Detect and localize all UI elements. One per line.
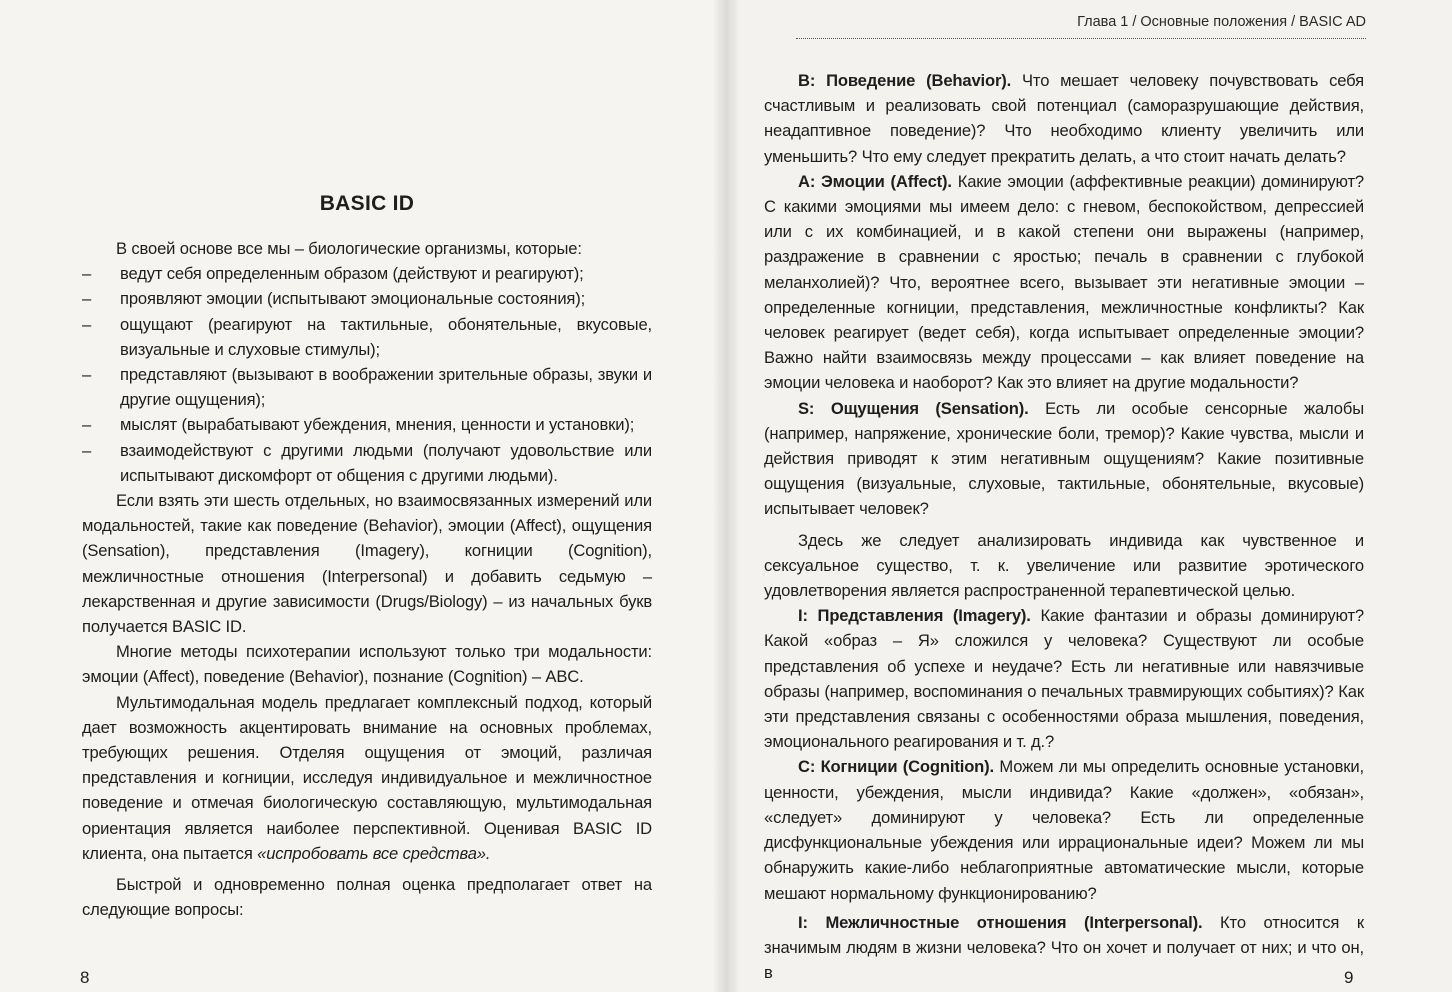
paragraph-abc: Многие методы психотерапии используют только три модальности: эмоции (Affect), поведение (Behavior), познание (Cognition) – ABC.: [82, 642, 652, 687]
dash-marker: –: [82, 415, 92, 435]
running-header: [1077, 14, 1366, 30]
dash-marker: –: [82, 365, 92, 385]
paragraph-multimodal: Мультимодальная модель предлагает комплексный подход, который дает возможность акцентировать внимание на основных проблемах, требующих решения. Отделяя ощущения от эмоций, различая представления и когниции, исследуя индивидуальное и межличностное поведение и отмечая биологическую составляющую, мультимодальная ориентация является наиболее перспективной. Оценивая BASIC ID клиента, она пытается «испробовать все средства».: [82, 692, 652, 863]
paragraph-behavior: B: Поведение (Behavior). Что мешает человеку почувствовать себя счастливым и реализовать свой потенциал (саморазрушающие действия, неадаптивное поведение)? Что необходимо клиенту увеличить или уменьшить? Что ему следует прекратить делать, а что стоит начать делать?: [764, 71, 1364, 166]
list-item: – ведут себя определенным образом (действуют и реагируют);: [82, 261, 652, 286]
paragraph-cognition: C: Когниции (Cognition). Можем ли мы определить основные установки, ценности, убеждения, мысли индивида? Какие «должен», «обязан», «следует» доминируют у человека? Есть ли определенные дисфункциональные убеждения или иррациональные идеи? Можем ли мы обнаружить какие-либо неблагоприятные автоматические мысли, которые мешают нормальному функционированию?: [764, 757, 1364, 903]
list-item: – проявляют эмоции (испытывают эмоциональные состояния);: [82, 286, 652, 311]
header-subsection: BASIC AD: [1299, 14, 1366, 30]
header-separator: /: [1132, 14, 1137, 30]
italic-phrase: «испробовать все средства».: [257, 843, 491, 863]
book-gutter: [712, 0, 740, 992]
section-heading: BASIC ID: [319, 192, 415, 215]
paragraph-interpersonal: I: Межличностные отношения (Interpersonal). Кто относится к значимым людям в жизни человека? Что он хочет и получает от них; и что он, в: [764, 912, 1364, 983]
list-item: – взаимодействуют с другими людьми (получают удовольствие или испытывают дискомфорт от общения с другими людьми).: [82, 438, 652, 488]
right-page: [726, 0, 1452, 992]
header-chapter: Глава 1: [1077, 14, 1129, 30]
paragraph-imagery: I: Представления (Imagery). Какие фантазии и образы доминируют? Какой «образ – Я» сложился у человека? Существуют ли особые представления об успехе и неудаче? Есть ли негативные или навязчивые образы (например, воспоминания о печальных травмирующих событиях)? Как эти представления связаны с особенностями образа мышления, поведения, эмоционального реагирования и т. д.?: [764, 606, 1364, 752]
paragraph-sexuality: Здесь же следует анализировать индивида как чувственное и сексуальное существо, т. к. увеличение или развитие эротического удовлетворения является распространенной терапевтической целью.: [764, 530, 1364, 601]
dash-marker: –: [82, 440, 92, 460]
traits-list: [82, 261, 652, 488]
paragraph-questions: Быстрой и одновременно полная оценка предполагает ответ на следующие вопросы:: [82, 875, 652, 920]
list-item: – мыслят (вырабатывают убеждения, мнения, ценности и установки);: [82, 412, 652, 437]
header-section: Основные положения: [1140, 14, 1288, 30]
right-page-body: [764, 68, 1364, 985]
header-dotted-rule: [796, 38, 1366, 39]
header-separator: /: [1291, 14, 1296, 30]
paragraph-affect: A: Эмоции (Affect). Какие эмоции (аффективные реакции) доминируют? С какими эмоциями мы имеем дело: с гневом, беспокойством, депрессией или с их комбинацией, и в какой степени они выражены (например, раздражение в сравнении с яростью; печаль в сравнении с глубокой меланхолией)? Что, вероятнее всего, вызывает эти негативные эмоции – определенные когниции, представления, межличностные конфликты? Как человек реагирует (ведет себя), когда испытывает определенные эмоции? Важно найти взаимосвязь между процессами – как влияет поведение на эмоции человека и наоборот? Как это влияет на другие модальности?: [764, 171, 1364, 393]
left-page-body: [82, 236, 652, 922]
dash-marker: –: [82, 264, 92, 284]
dash-marker: –: [82, 289, 92, 309]
dash-marker: –: [82, 314, 92, 334]
page-number-right: 9: [1344, 968, 1354, 987]
page-number-left: 8: [80, 968, 90, 987]
list-item: – ощущают (реагируют на тактильные, обонятельные, вкусовые, визуальные и слуховые стимулы);: [82, 312, 652, 362]
list-item: – представляют (вызывают в воображении зрительные образы, звуки и другие ощущения);: [82, 362, 652, 412]
intro-paragraph: В своей основе все мы – биологические организмы, которые:: [116, 239, 582, 258]
paragraph-basic-id: Если взять эти шесть отдельных, но взаимосвязанных измерений или модальностей, такие как поведение (Behavior), эмоции (Affect), ощущения (Sensation), представления (Imagery), когниции (Cognition), межличностные отношения (Interpersonal) и добавить седьмую – лекарственная и другие зависимости (Drugs/Biology) – из начальных букв получается BASIC ID.: [82, 491, 652, 637]
paragraph-sensation: S: Ощущения (Sensation). Есть ли особые сенсорные жалобы (например, напряжение, хронические боли, тремор)? Какие чувства, мысли и действия приводят к этим негативным ощущениям? Какие позитивные ощущения (визуальные, слуховые, тактильные, обонятельные, вкусовые) испытывает человек?: [764, 398, 1364, 519]
